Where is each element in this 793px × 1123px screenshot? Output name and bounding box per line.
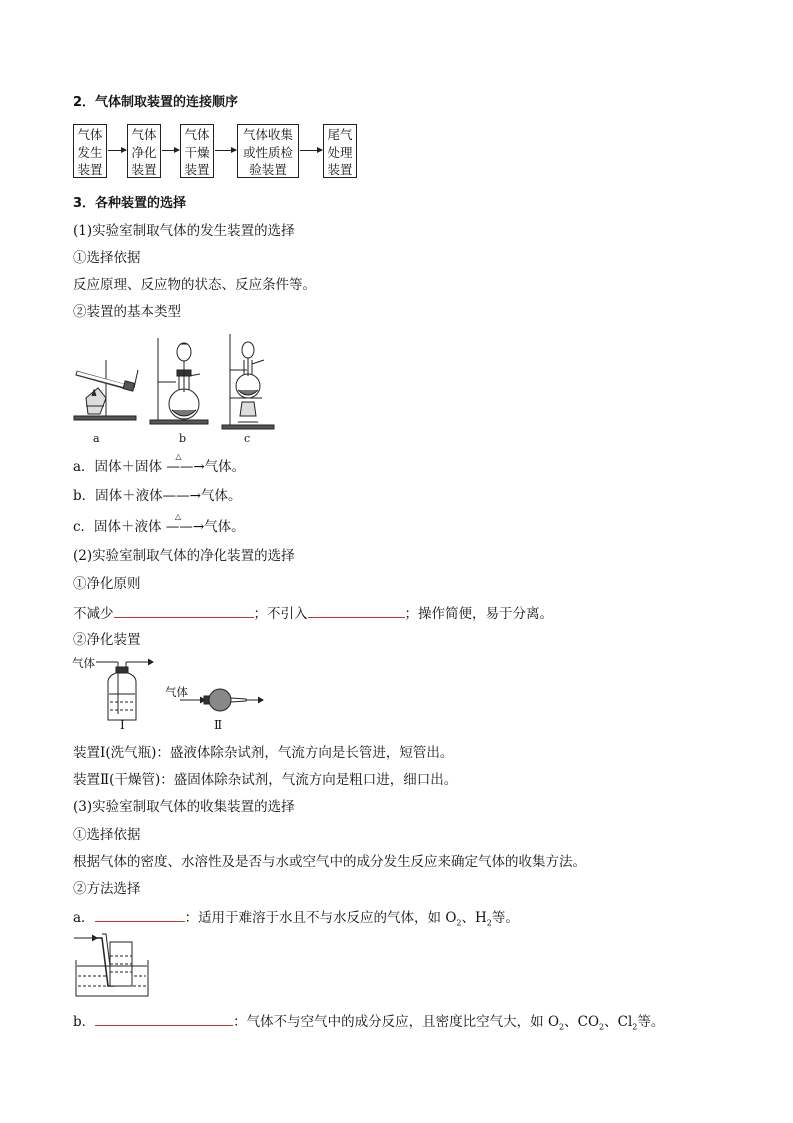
fig-gas-label-2: 气体 <box>165 685 188 699</box>
p3-method-a: a． ：适用于难溶于水且不与水反应的气体，如 $O_2$、$H_2$等。 <box>73 907 519 933</box>
p1-basis-title: ①选择依据 <box>73 250 141 266</box>
fill-blank-1[interactable] <box>114 603 254 618</box>
drying-tube <box>180 689 263 711</box>
flow-arrow <box>300 150 322 151</box>
apparatus-c <box>222 334 274 429</box>
p1-type-a: a．固体＋固体 △ ——→气体。 <box>73 458 245 476</box>
p3-basis-text: 根据气体的密度、水溶性及是否与水或空气中的成分发生反应来确定气体的收集方法。 <box>73 854 586 870</box>
fig-label-b: b <box>179 432 187 445</box>
flow-box-drying: 气体 干燥 装置 <box>180 124 214 178</box>
apparatus-a <box>74 360 138 420</box>
fig-label-a: a <box>93 432 100 445</box>
p3-method-b: b． ：气体不与空气中的成分反应，且密度比空气大，如 $O_2$、$CO_2$、$Cl_2$等。 <box>73 1011 664 1037</box>
fig-gas-label-1: 气体 <box>72 656 95 670</box>
connection-flowchart <box>73 124 373 180</box>
flow-arrow <box>215 150 236 151</box>
section3-heading: 3．各种装置的选择 <box>73 196 187 211</box>
p2-principle-text: 不减少 ；不引入 ；操作简便，易于分离。 <box>73 603 553 623</box>
heat-symbol: △ <box>174 512 182 521</box>
flow-box-tail-gas: 尾气 处理 装置 <box>323 124 357 178</box>
p1-type-b: b．固体＋液体——→气体。 <box>73 488 242 504</box>
section2-heading: 2．气体制取装置的连接顺序 <box>73 95 239 110</box>
p1-type-c: c．固体＋液体 △ ——→气体。 <box>73 518 245 536</box>
p2-device-title: ②净化装置 <box>73 632 141 648</box>
flow-box-purification: 气体 净化 装置 <box>127 124 161 178</box>
p3-basis-title: ①选择依据 <box>73 827 141 843</box>
p2-title: (2)实验室制取气体的净化装置的选择 <box>73 548 295 564</box>
p3-method-title: ②方法选择 <box>73 881 141 897</box>
heat-symbol: △ <box>175 452 182 461</box>
fig-label-I: Ⅰ <box>120 718 125 732</box>
generation-apparatus-figure <box>72 330 282 445</box>
fill-blank-3[interactable] <box>95 907 185 922</box>
flow-box-generation: 气体 发生 装置 <box>73 124 107 178</box>
purification-apparatus-figure <box>96 652 266 727</box>
fill-blank-2[interactable] <box>308 603 405 618</box>
p2-device2: 装置Ⅱ(干燥管)：盛固体除杂试剂，气流方向是粗口进，细口出。 <box>73 772 458 788</box>
wash-bottle <box>96 659 153 720</box>
flow-arrow <box>108 150 126 151</box>
p3-title: (3)实验室制取气体的收集装置的选择 <box>73 799 295 815</box>
fig-label-c: c <box>244 432 251 445</box>
p2-principle-title: ①净化原则 <box>73 576 141 592</box>
fill-blank-4[interactable] <box>95 1011 233 1026</box>
flow-box-collection: 气体收集 或性质检 验装置 <box>237 124 299 178</box>
flow-arrow <box>162 150 179 151</box>
fig-label-II: Ⅱ <box>214 718 223 732</box>
p2-device1: 装置Ⅰ(洗气瓶)：盛液体除杂试剂，气流方向是长管进，短管出。 <box>73 745 454 761</box>
p1-basis-text: 反应原理、反应物的状态、反应条件等。 <box>73 277 316 293</box>
water-displacement-figure <box>72 930 152 1000</box>
p1-title: (1)实验室制取气体的发生装置的选择 <box>73 223 295 239</box>
p1-types-title: ②装置的基本类型 <box>73 304 181 320</box>
apparatus-b <box>150 338 208 424</box>
